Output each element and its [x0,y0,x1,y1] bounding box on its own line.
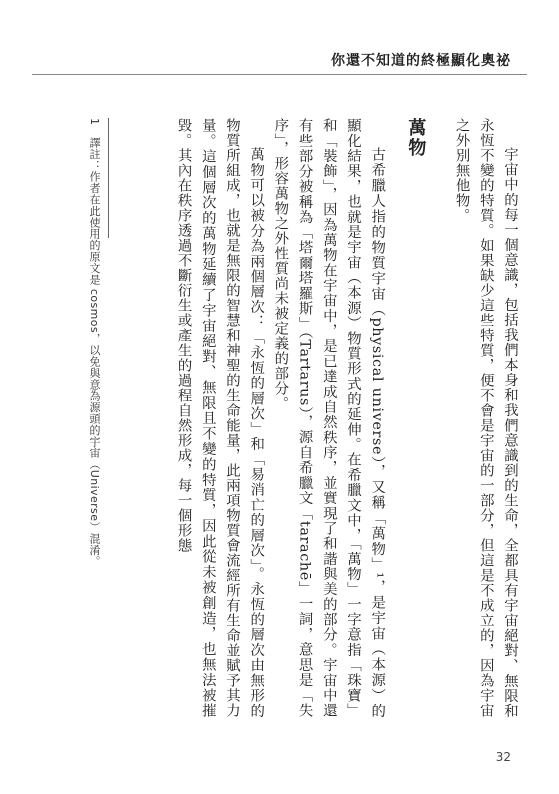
page-number: 32 [495,750,511,764]
paragraph: 宇宙中的每一個意識，包括我們本身和我們意識到的生命，全都具有宇宙絕對、無限和永恆不變的特質。如果缺少這些特質，便不會是宇宙的一部分，但這是不成立的，因為宇宙之外別無他物。 [453,118,518,718]
header-rule [32,74,527,75]
running-head: 你還不知道的終極顯化奧祕 [331,53,511,69]
footnote: 1 譯註：作者在此使用的原文是 cosmos，以免與意為源頭的宇宙（Universe）混淆。 [88,118,101,567]
section-title: 萬物 [405,118,427,158]
footnote-rule [108,118,109,238]
paragraph: 古希臘人指的物質宇宙（physical universe），又稱「萬物」¹，是宇宙（本源）的顯化結果，也就是宇宙（本源）物質形式的延伸。在希臘文中，「萬物」一字意指「珠寶」和「裝飾」，因為萬物在宇宙中，是已達成自然秩序，並實現了和諧與美的部分。宇宙中還有些部分被稱為「塔爾塔羅斯」（Tartarus），源自希臘文「tarachē」一詞，意思是「失序」，形容萬物之外性質尚未被定義的部分。 [272,118,386,718]
main-text [122,118,522,718]
paragraph: 萬物可以被分為兩個層次：「永恆的層次」和「易消亡的層次」。永恆的層次由無形的物質所組成，也就是無限的智慧和神聖的生命能量，此兩項物質會流經所有生命並賦予其力量。這個層次的萬物延續了宇宙絕對、無限且不變的特質，因此從未被創造，也無法被摧毀。其內在秩序透過不斷衍生或產生的過程自然形成，每一個形態 [175,118,265,718]
